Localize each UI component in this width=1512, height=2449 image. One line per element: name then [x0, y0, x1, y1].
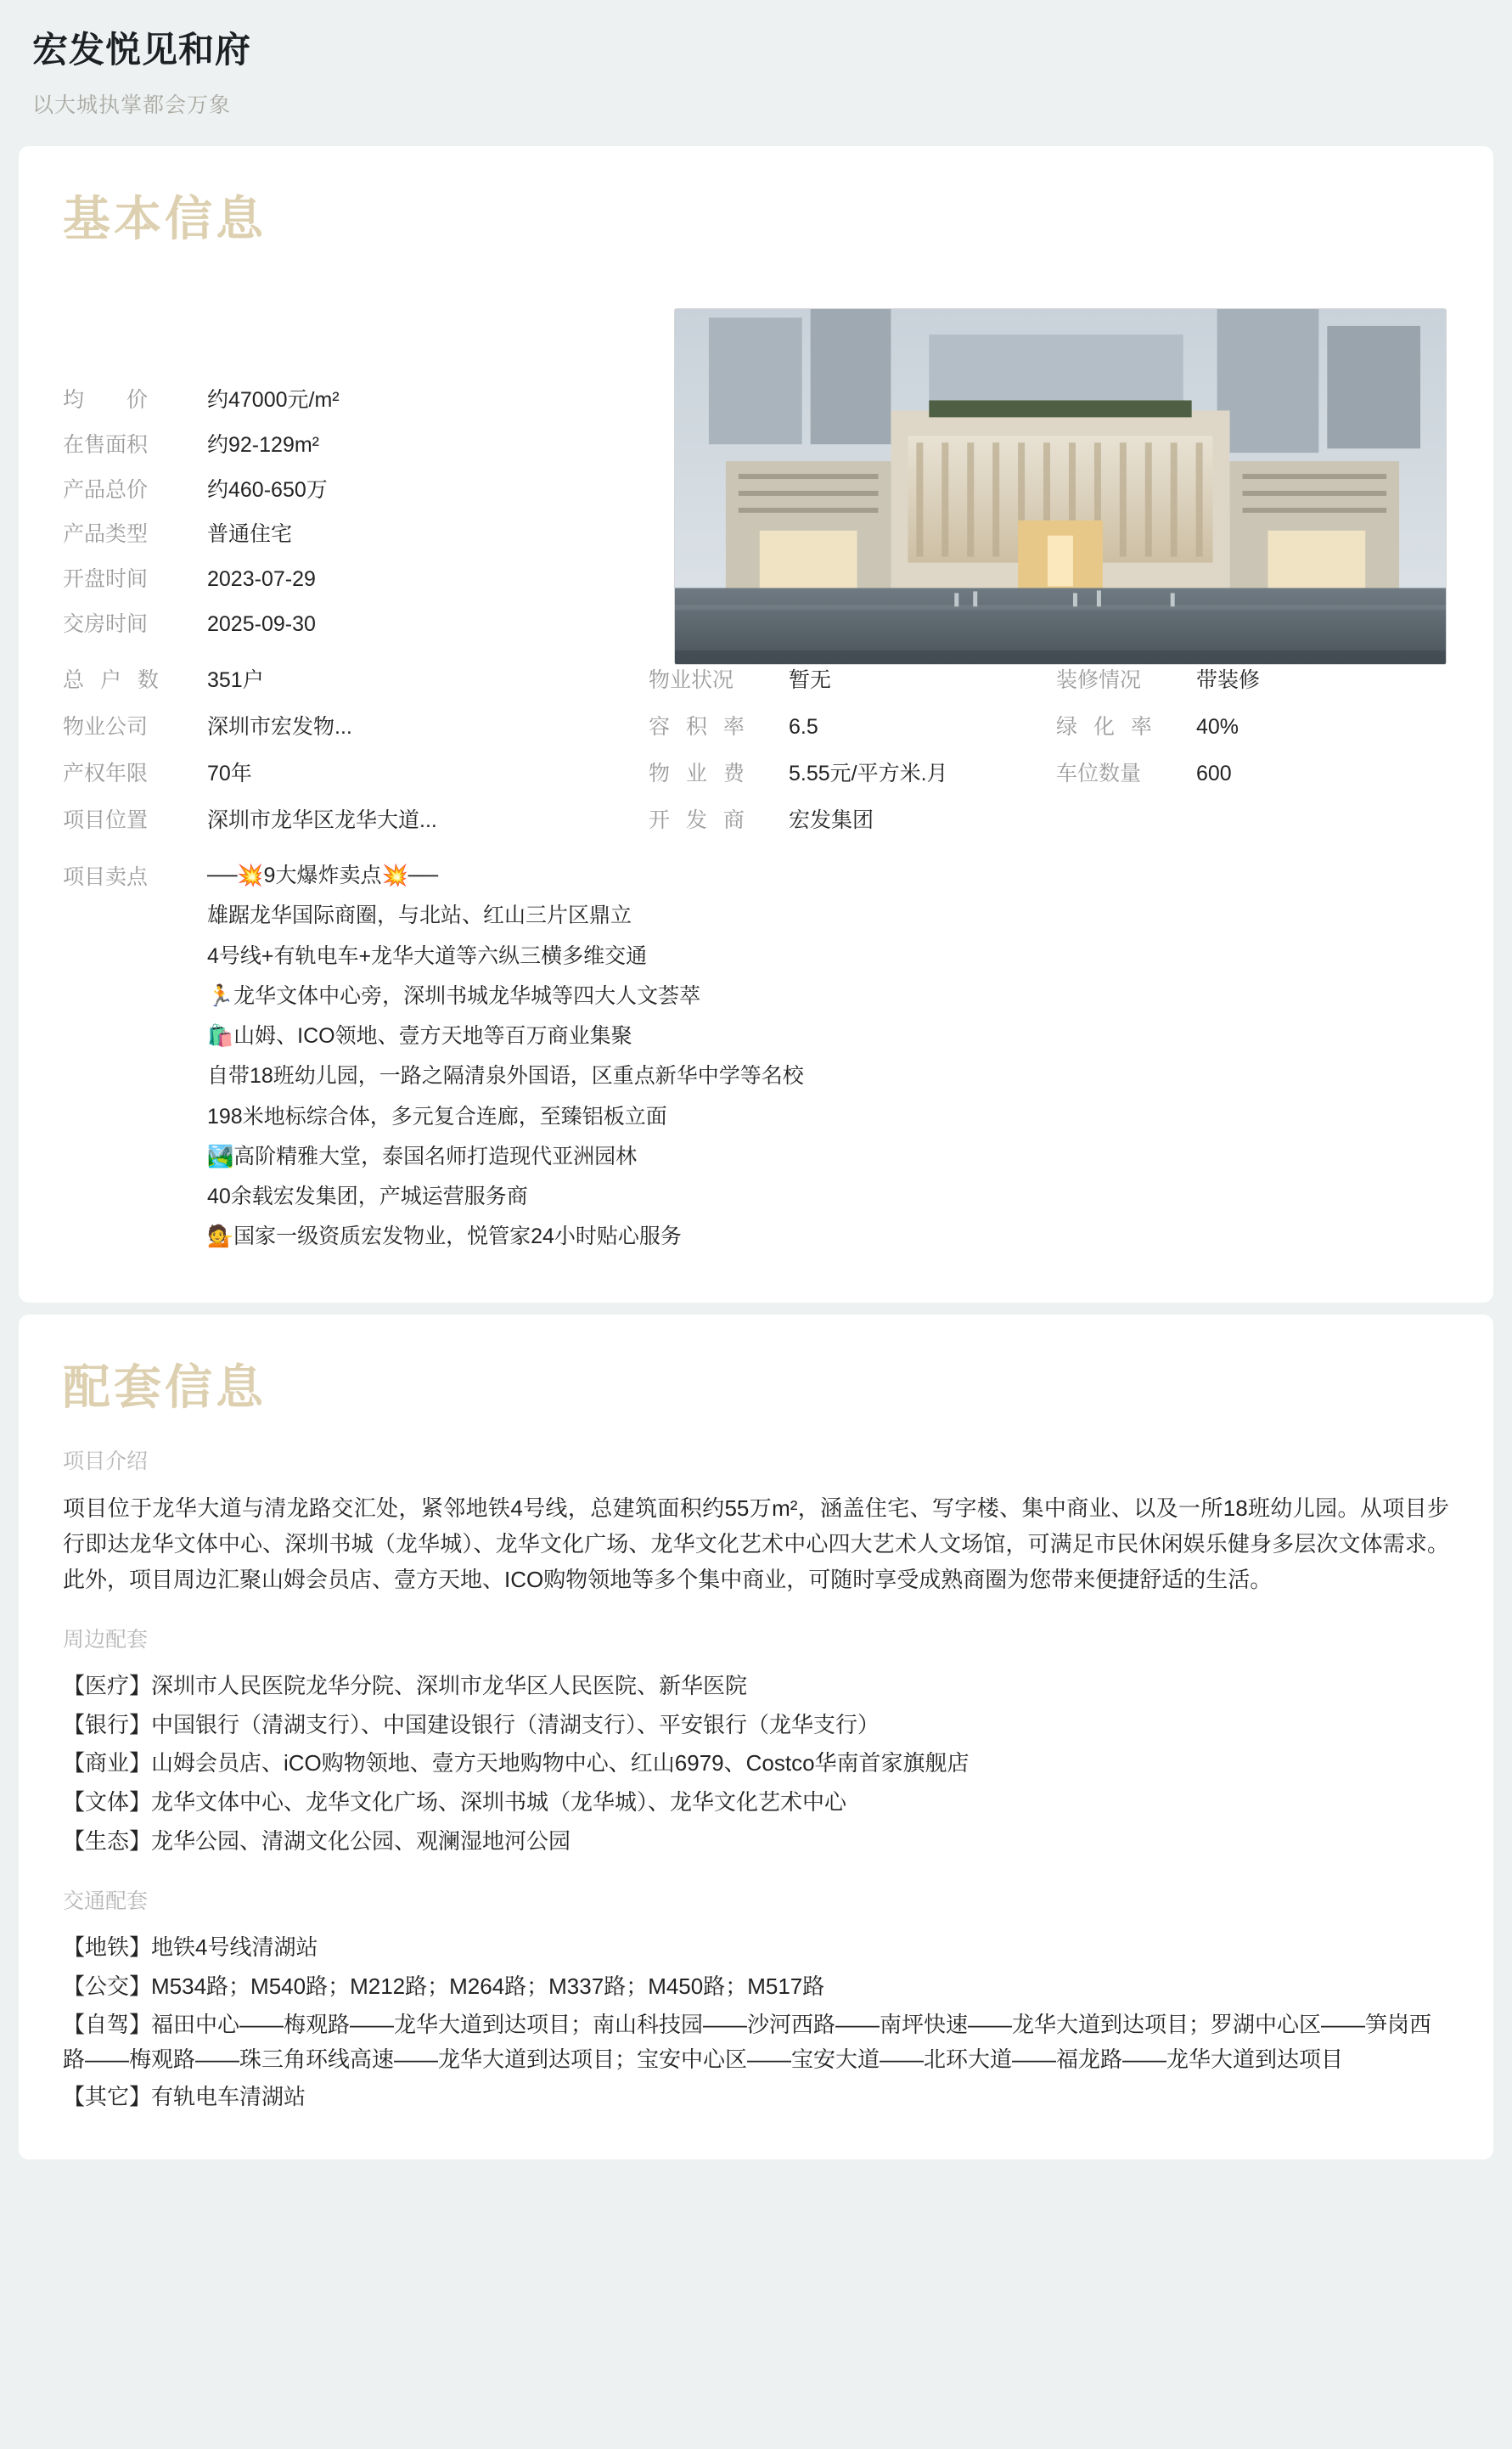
- info-label: 物业公司: [63, 715, 149, 740]
- info-grid-row: [63, 663, 1449, 694]
- project-intro-text: 项目位于龙华大道与清龙路交汇处，紧邻地铁4号线，总建筑面积约55万m²，涵盖住宅、写字楼、集中商业、以及一所18班幼儿园。从项目步行即达龙华文体中心、深圳书城（龙华城）、龙华文化广场、龙华文化艺术中心四大艺术人文场馆，可满足市民休闲娱乐健身多层次文体需求。此外，项目周边汇聚山姆会员店、壹方天地、ICO购物领地等多个集中商业，可随时享受成熟商圈为您带来便捷舒适的生活。: [63, 1495, 1449, 1593]
- info-value: 宏发集团: [789, 808, 874, 833]
- info-label: 开 发 商: [649, 808, 750, 833]
- info-label: 产权年限: [63, 762, 149, 786]
- facility-line: 【生态】龙华公园、清湖文化公园、观澜湿地河公园: [63, 1827, 571, 1854]
- info-row-ownership-years: [63, 757, 649, 787]
- selling-point-item: 自带18班幼儿园，一路之隔清泉外国语，区重点新华中学等名校: [207, 1064, 804, 1089]
- info-row-developer: [649, 803, 1056, 834]
- info-row-total-units: [63, 663, 649, 694]
- info-label: 产品类型: [63, 522, 149, 547]
- project-rendering-image: [674, 308, 1447, 665]
- traffic-line: 【公交】M534路；M540路；M212路；M264路；M337路；M450路；M517路: [63, 1973, 825, 1999]
- info-row-delivery-date: [63, 611, 649, 639]
- info-label: 交房时间: [63, 611, 149, 636]
- traffic-line: 【自驾】福田中心——梅观路——龙华大道到达项目；南山科技园——沙河西路——南坪快速——龙华大道到达项目；罗湖中心区——笋岗西路——梅观路——珠三角环线高速——龙华大道到达项目；宝安中心区——宝安大道——北环大道——福龙路——龙华大道到达项目: [63, 2012, 1432, 2072]
- basic-info-left-column: [63, 276, 649, 656]
- selling-point-item: 40余载宏发集团，产城运营服务商: [207, 1185, 528, 1209]
- selling-point-item: 198米地标综合体，多元复合连廊，至臻铝板立面: [207, 1104, 667, 1129]
- info-row-green-ratio: [1056, 710, 1449, 740]
- info-label: 项目位置: [63, 808, 149, 833]
- info-label: 均 价: [63, 388, 149, 413]
- selling-points-block: [63, 860, 1449, 1262]
- page-title: 宏发悦见和府: [32, 30, 252, 70]
- info-value: 约47000元/m²: [207, 388, 340, 413]
- facility-line: 【文体】龙华文体中心、龙华文化广场、深圳书城（龙华城）、龙华文化艺术中心: [63, 1788, 847, 1815]
- info-grid-row: [63, 710, 1449, 740]
- around-facilities-list: [63, 1669, 1449, 1859]
- info-row-property-company: [63, 710, 649, 740]
- facility-line: 【商业】山姆会员店、iCO购物领地、壹方天地购物中心、红山6979、Costco华南首家旗舰店: [63, 1750, 970, 1776]
- info-value: 5.55元/平方米.月: [789, 762, 948, 786]
- supporting-info-title: 配套信息: [63, 1360, 267, 1414]
- basic-info-grid: [63, 663, 1449, 850]
- info-row-total-price: [63, 476, 649, 505]
- info-label: 开盘时间: [63, 567, 149, 592]
- info-label: 在售面积: [63, 432, 149, 457]
- selling-point-item: 4号线+有轨电车+龙华大道等六纵三横多维交通: [207, 943, 648, 968]
- info-grid-row: [63, 803, 1449, 834]
- selling-point-item: 🏃龙华文体中心旁，深圳书城龙华城等四大人文荟萃: [207, 983, 701, 1008]
- info-label: 容 积 率: [649, 715, 750, 740]
- info-row-project-location: [63, 803, 649, 834]
- info-label: 物业状况: [649, 668, 734, 693]
- around-facilities-label: 周边配套: [63, 1628, 149, 1652]
- selling-point-item: 💁国家一级资质宏发物业，悦管家24小时贴心服务: [207, 1224, 682, 1249]
- selling-points-label: 项目卖点: [63, 865, 149, 890]
- facility-line: 【医疗】深圳市人民医院龙华分院、深圳市龙华区人民医院、新华医院: [63, 1673, 748, 1699]
- traffic-facilities-list: [63, 1930, 1449, 2114]
- info-value: 深圳市宏发物...: [207, 715, 352, 740]
- info-value: 约460-650万: [207, 477, 328, 502]
- basic-info-card: [19, 146, 1493, 1303]
- info-row-area-on-sale: [63, 431, 649, 460]
- info-value: 深圳市龙华区龙华大道...: [207, 808, 437, 833]
- info-value: 40%: [1196, 715, 1239, 740]
- supporting-info-card: [19, 1315, 1493, 2159]
- info-row-parking-count: [1056, 757, 1449, 787]
- selling-point-item: 🛍️山姆、ICO领地、壹方天地等百万商业集聚: [207, 1024, 632, 1049]
- info-grid-row: [63, 757, 1449, 787]
- info-value: 351户: [207, 668, 264, 693]
- info-row-plot-ratio: [649, 710, 1056, 740]
- info-row-property-status: [649, 663, 1056, 694]
- info-label: 物 业 费: [649, 762, 750, 786]
- page-subtitle: 以大城执掌都会万象: [32, 93, 232, 117]
- info-value: 普通住宅: [207, 522, 293, 547]
- info-row-decoration: [1056, 663, 1449, 694]
- info-label: 车位数量: [1056, 762, 1142, 786]
- selling-points-list: [207, 860, 1449, 1262]
- info-row-average-price: [63, 386, 649, 415]
- traffic-facilities-label: 交通配套: [63, 1889, 149, 1914]
- info-label: 绿 化 率: [1056, 715, 1157, 740]
- info-row-property-fee: [649, 757, 1056, 787]
- selling-point-item: 雄踞龙华国际商圈，与北站、红山三片区鼎立: [207, 904, 632, 928]
- info-value: 暂无: [789, 668, 832, 693]
- info-row-product-type: [63, 521, 649, 549]
- info-value: 70年: [207, 762, 252, 786]
- info-label: 装修情况: [1056, 668, 1142, 693]
- page-header: [0, 0, 1512, 134]
- info-value: 2023-07-29: [207, 567, 316, 592]
- traffic-line: 【其它】有轨电车清湖站: [63, 2083, 306, 2109]
- info-value: 6.5: [789, 715, 818, 740]
- info-row-open-date: [63, 566, 649, 594]
- info-value: 带装修: [1196, 668, 1261, 693]
- info-label: 产品总价: [63, 477, 149, 502]
- selling-point-item: ──💥9大爆炸卖点💥──: [207, 864, 439, 888]
- traffic-line: 【地铁】地铁4号线清湖站: [63, 1934, 318, 1961]
- info-row-empty: [1056, 803, 1449, 834]
- basic-info-title: 基本信息: [63, 192, 267, 245]
- info-label: 总 户 数: [63, 668, 164, 693]
- info-value: 2025-09-30: [207, 611, 316, 636]
- info-value: 约92-129m²: [207, 432, 319, 457]
- selling-point-item: 🏞️高阶精雅大堂，泰国名师打造现代亚洲园林: [207, 1144, 638, 1168]
- info-value: 600: [1196, 762, 1232, 786]
- facility-line: 【银行】中国银行（清湖支行）、中国建设银行（清湖支行）、平安银行（龙华支行）: [63, 1711, 880, 1737]
- project-intro-label: 项目介绍: [63, 1449, 149, 1473]
